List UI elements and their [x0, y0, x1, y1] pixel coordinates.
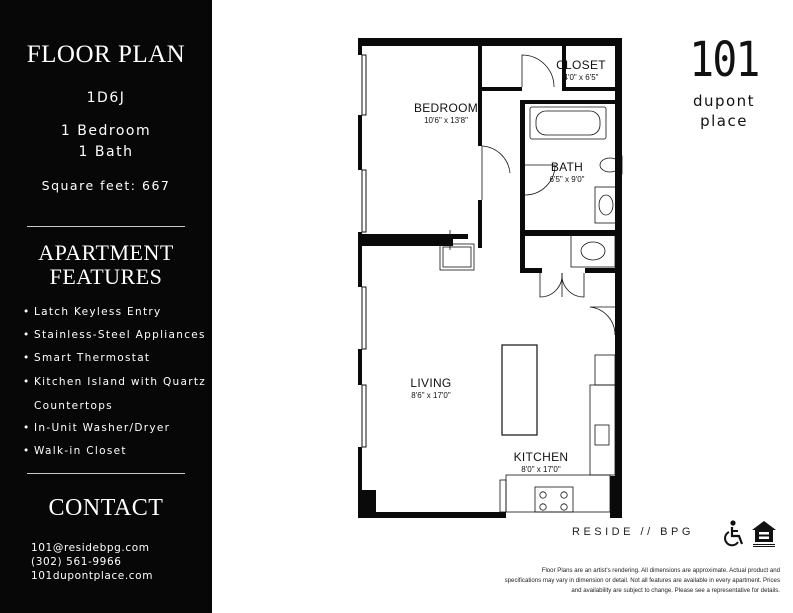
wall [358, 38, 622, 46]
feature-item: • Stainless-Steel Appliances [23, 329, 206, 341]
wall [453, 234, 468, 239]
room-label-kitchen: KITCHEN 8'0" x 17'0" [513, 450, 569, 474]
room-label-bath: BATH 6'5" x 9'0" [549, 160, 585, 184]
wall [520, 268, 542, 273]
square-feet: Square feet: 667 [41, 178, 171, 193]
room-label-closet: CLOSET 4'0" x 6'5" [556, 58, 606, 82]
floor-plan-drawing [340, 25, 640, 530]
divider [27, 226, 185, 227]
feature-item: • Walk-in Closet [23, 445, 127, 457]
wall [358, 512, 506, 518]
feature-item-continued: Countertops [34, 400, 113, 412]
disclaimer: Floor Plans are an artist's rendering. All dimensions are approximate. Actual product and specifications may vary in dimension or detail. Not all features are available in every apartment. Prices and availability are subject to change. Please see a representative for details. [504, 567, 780, 594]
logo-number: 101 [689, 32, 759, 88]
room-label-bedroom: BEDROOM 10'6" x 13'8" [413, 101, 479, 125]
contact-phone[interactable]: (302) 561-9966 [31, 556, 122, 568]
wall [610, 476, 622, 518]
feature-item: • Smart Thermostat [23, 352, 151, 364]
features-heading-line1: APARTMENT [38, 240, 174, 265]
contact-email[interactable]: 101@residebpg.com [31, 542, 150, 554]
bath-count: 1 Bath [78, 144, 134, 160]
wheelchair-accessible-icon [724, 520, 746, 548]
logo-line2: place [700, 111, 748, 130]
floor-plan-title: FLOOR PLAN [26, 41, 186, 68]
wall [564, 87, 622, 91]
wall [478, 200, 482, 248]
wall [358, 234, 453, 246]
equal-housing-opportunity-icon [751, 520, 777, 548]
wall [585, 268, 622, 273]
contact-website[interactable]: 101dupontplace.com [31, 570, 154, 582]
divider [27, 473, 185, 474]
wall [482, 87, 522, 91]
unit-code: 1D6J [86, 90, 126, 106]
room-label-living: LIVING 8'6" x 17'0" [410, 376, 452, 400]
reside-bpg-logo: RESIDE // BPG [572, 526, 694, 538]
contact-heading: CONTACT [48, 495, 164, 521]
brand-logo [680, 32, 768, 131]
wall [478, 38, 482, 146]
logo-line1: dupont [692, 92, 756, 110]
wall [358, 490, 376, 518]
info-sidebar [0, 0, 212, 613]
feature-item: • Latch Keyless Entry [23, 306, 162, 318]
feature-item: • In-Unit Washer/Dryer [23, 422, 171, 434]
wall [520, 100, 622, 104]
feature-item: • Kitchen Island with Quartz [23, 376, 207, 388]
features-heading-line2: FEATURES [49, 264, 163, 289]
bedroom-count: 1 Bedroom [60, 123, 152, 139]
